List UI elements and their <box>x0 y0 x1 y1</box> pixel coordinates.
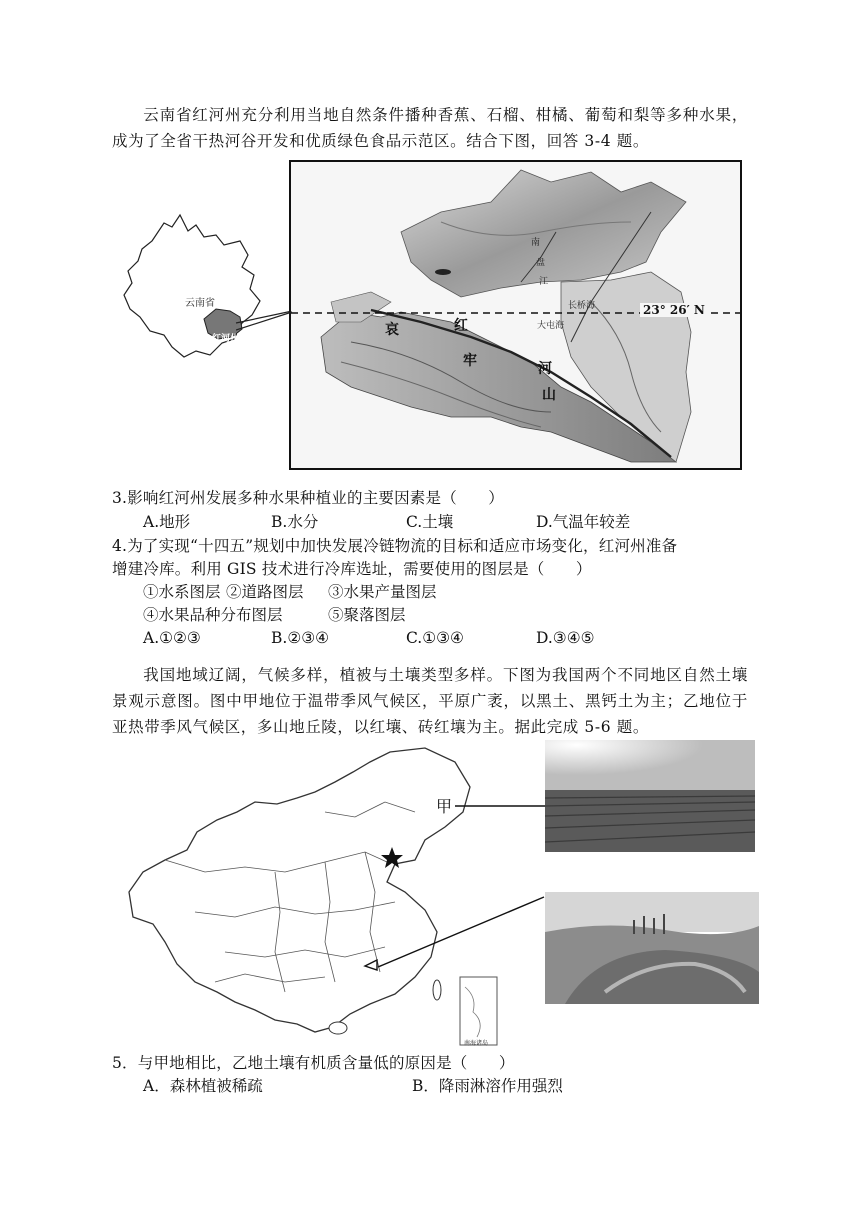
label-jiang: 江 <box>539 277 549 287</box>
q3-option-a: A.地形 <box>143 513 191 531</box>
jia-leader-line <box>455 802 550 810</box>
inset-label: 南海诸岛 <box>464 1040 489 1047</box>
honghe-region-label: 红河州 <box>212 334 240 344</box>
yi-leader-line <box>372 893 552 973</box>
q4-item-1: ①水系图层 <box>143 583 221 601</box>
q3-option-b: B.水分 <box>271 513 319 531</box>
q4-option-c: C.①③④ <box>406 629 464 647</box>
connector-line-2 <box>236 308 296 338</box>
label-nan: 南 <box>531 238 541 248</box>
label-pan: 盘 <box>536 258 546 268</box>
q4-option-a: A.①②③ <box>143 629 201 647</box>
intro-paragraph-2 <box>112 662 748 740</box>
yi-landscape-photo <box>545 892 759 1004</box>
q4-option-d: D.③④⑤ <box>536 629 595 647</box>
yunnan-province-label: 云南省 <box>185 298 215 309</box>
label-shan: 山 <box>542 387 556 403</box>
intro-1-text: 云南省红河州充分利用当地自然条件播种香蕉、石榴、柑橘、葡萄和梨等多种水果，成为了全省干热河谷开发和优质绿色食品示范区。结合下图，回答 3-4 题。 <box>112 106 748 150</box>
honghe-relief-map <box>289 160 742 470</box>
yi-photo-image <box>545 892 759 1004</box>
label-he: 河 <box>538 361 552 377</box>
q4-item-4: ④水果品种分布图层 <box>143 606 283 624</box>
q3-option-d: D.气温年较差 <box>536 513 631 531</box>
question-5-stem: 5．与甲地相比，乙地土壤有机质含量低的原因是（ ） <box>112 1054 515 1072</box>
jia-landscape-photo <box>545 740 755 852</box>
q5-option-a: A．森林植被稀疏 <box>143 1077 263 1095</box>
jia-photo-image <box>545 740 755 852</box>
label-hong: 红 <box>454 318 468 334</box>
q4-item-3: ③水果产量图层 <box>328 583 437 601</box>
yunnan-outline-map <box>112 205 302 375</box>
q3-option-c: C.土壤 <box>406 513 454 531</box>
q4-item-5: ⑤聚落图层 <box>328 606 406 624</box>
label-ai: 哀 <box>385 322 399 338</box>
q5-option-b: B．降雨淋溶作用强烈 <box>412 1077 563 1095</box>
jia-label: 甲 <box>436 797 453 816</box>
q4-item-2: ②道路图层 <box>226 583 304 601</box>
question-4-stem-line2: 增建冷库。利用 GIS 技术进行冷库选址，需要使用的图层是（ ） <box>112 560 592 578</box>
label-lao: 牢 <box>463 353 477 369</box>
latitude-label: 23° 26′ N <box>640 303 708 317</box>
intro-paragraph-1 <box>112 102 748 154</box>
label-changqiaohai: 长桥海 <box>568 301 596 311</box>
q4-option-b: B.②③④ <box>271 629 330 647</box>
question-3-stem: 3.影响红河州发展多种水果种植业的主要因素是（ ） <box>112 489 504 507</box>
intro-2-text: 我国地域辽阔，气候多样，植被与土壤类型多样。下图为我国两个不同地区自然土壤景观示意图。图中甲地位于温带季风气候区，平原广袤，以黑土、黑钙土为主；乙地位于亚热带季风气候区，多山地丘陵，以红壤、砖红壤为主。据此完成 5-6 题。 <box>112 666 748 736</box>
label-datunhai: 大屯海 <box>537 321 565 331</box>
question-4-stem-line1: 4.为了实现“十四五”规划中加快发展冷链物流的目标和适应市场变化，红河州准备 <box>112 537 678 555</box>
